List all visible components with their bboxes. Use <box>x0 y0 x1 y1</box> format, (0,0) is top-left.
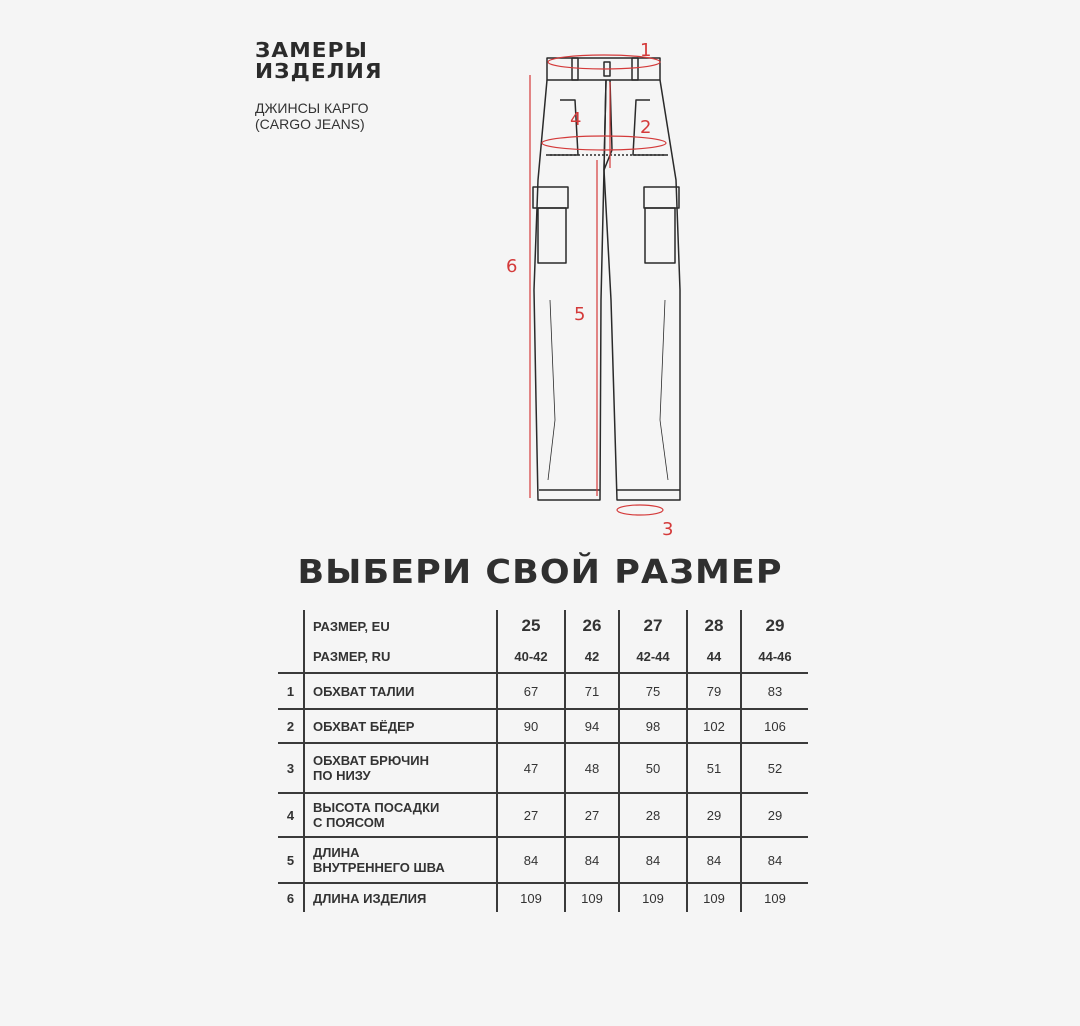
row-number: 1 <box>278 673 304 709</box>
table-body <box>278 673 808 912</box>
title-line-2: ИЗДЕЛИЯ <box>255 59 383 83</box>
measurement-value: 29 <box>687 793 741 837</box>
size-ru-label: РАЗМЕР, RU <box>304 640 497 673</box>
measurement-value: 109 <box>687 883 741 912</box>
measurement-value: 84 <box>565 837 619 883</box>
measurement-value: 84 <box>687 837 741 883</box>
measurement-value: 29 <box>741 793 808 837</box>
marker-1: 1 <box>640 40 652 61</box>
size-eu-cell: 28 <box>687 610 741 640</box>
row-number: 4 <box>278 793 304 837</box>
measurement-label-line-1: ОБХВАТ БЁДЕР <box>313 718 415 734</box>
table-header-row-ru <box>278 640 808 673</box>
size-ru-cell: 40-42 <box>497 640 565 673</box>
measurement-value: 109 <box>619 883 687 912</box>
measurement-label <box>304 709 497 743</box>
row-number: 6 <box>278 883 304 912</box>
measurement-value: 102 <box>687 709 741 743</box>
measurement-label-line-1: ДЛИНА ИЗДЕЛИЯ <box>313 890 427 906</box>
measurement-value: 79 <box>687 673 741 709</box>
measurement-label-line-1: ВЫСОТА ПОСАДКИ <box>313 800 440 815</box>
measurement-value: 84 <box>619 837 687 883</box>
size-ru-cell: 44 <box>687 640 741 673</box>
table-header-row-eu <box>278 610 808 640</box>
measurement-label <box>304 837 497 883</box>
measurement-value: 106 <box>741 709 808 743</box>
diagram-markers <box>506 40 673 536</box>
measurement-value: 27 <box>497 793 565 837</box>
table-row <box>278 883 808 912</box>
row-number: 5 <box>278 837 304 883</box>
measurement-value: 28 <box>619 793 687 837</box>
measurement-value: 83 <box>741 673 808 709</box>
title-line-1: ЗАМЕРЫ <box>255 38 369 62</box>
measurement-label <box>304 883 497 912</box>
measurement-value: 109 <box>741 883 808 912</box>
table-row <box>278 673 808 709</box>
row-number: 2 <box>278 709 304 743</box>
measurement-value: 52 <box>741 743 808 793</box>
measurement-label <box>304 793 497 837</box>
size-ru-cell: 42 <box>565 640 619 673</box>
measurement-label-line-1: ОБХВАТ ТАЛИИ <box>313 683 415 699</box>
measurement-value: 109 <box>565 883 619 912</box>
measurement-value: 98 <box>619 709 687 743</box>
measurement-value: 84 <box>497 837 565 883</box>
measurement-value: 84 <box>741 837 808 883</box>
measurement-value: 90 <box>497 709 565 743</box>
marker-6: 6 <box>506 256 518 277</box>
measurement-value: 47 <box>497 743 565 793</box>
marker-2: 2 <box>640 117 652 138</box>
marker-5: 5 <box>574 304 586 325</box>
section-title: ВЫБЕРИ СВОЙ РАЗМЕР <box>297 552 783 591</box>
measurement-value: 27 <box>565 793 619 837</box>
jeans-outline-icon <box>533 58 680 500</box>
measurement-value: 94 <box>565 709 619 743</box>
subtitle-line-2: (CARGO JEANS) <box>255 116 365 132</box>
marker-3: 3 <box>662 519 674 536</box>
size-eu-cell: 27 <box>619 610 687 640</box>
size-ru-cell: 42-44 <box>619 640 687 673</box>
table-row <box>278 743 808 793</box>
page-title <box>255 40 383 82</box>
subtitle-line-1: ДЖИНСЫ КАРГО <box>255 100 369 116</box>
measurement-value: 50 <box>619 743 687 793</box>
measurement-label-line-1: ДЛИНА <box>313 845 360 860</box>
size-eu-cell: 25 <box>497 610 565 640</box>
table-row <box>278 837 808 883</box>
measurement-value: 67 <box>497 673 565 709</box>
row-number: 3 <box>278 743 304 793</box>
size-eu-cell: 29 <box>741 610 808 640</box>
measurement-value: 71 <box>565 673 619 709</box>
table-row <box>278 793 808 837</box>
measurement-label-line-2: ПО НИЗУ <box>313 768 371 783</box>
product-name <box>255 100 373 132</box>
measurement-value: 51 <box>687 743 741 793</box>
measurement-label <box>304 673 497 709</box>
size-eu-cell: 26 <box>565 610 619 640</box>
measurement-value: 48 <box>565 743 619 793</box>
measurement-value: 109 <box>497 883 565 912</box>
measurement-label-line-2: С ПОЯСОМ <box>313 815 385 830</box>
jeans-measurement-diagram <box>495 36 695 541</box>
measurement-label-line-1: ОБХВАТ БРЮЧИН <box>313 753 429 768</box>
measurement-label-line-2: ВНУТРЕННЕГО ШВА <box>313 860 445 875</box>
size-ru-cell: 44-46 <box>741 640 808 673</box>
size-chart-table <box>278 610 808 912</box>
measurement-label <box>304 743 497 793</box>
table-row <box>278 709 808 743</box>
product-header <box>255 38 383 132</box>
measurement-value: 75 <box>619 673 687 709</box>
marker-4: 4 <box>570 109 582 130</box>
size-eu-label: РАЗМЕР, EU <box>304 610 497 640</box>
